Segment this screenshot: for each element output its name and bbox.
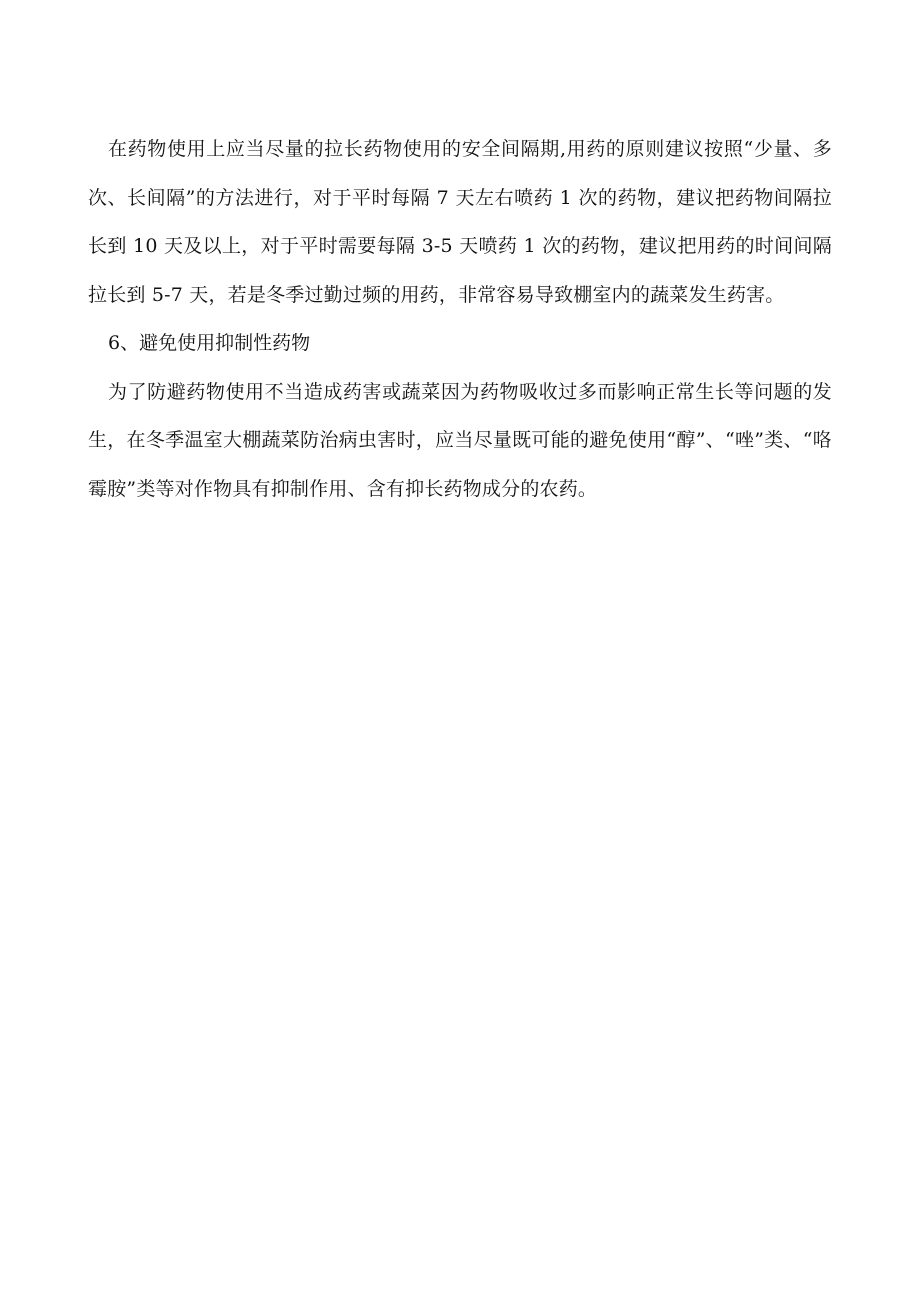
paragraph-avoid-inhibitors: 为了防避药物使用不当造成药害或蔬菜因为药物吸收过多而影响正常生长等问题的发生，在冬季温室大棚蔬菜防治病虫害时，应当尽量既可能的避免使用“醇”、“唑”类、“咯霉胺”类等对作物具有抑制作用、含有抑长药物成分的农药。 bbox=[88, 380, 832, 500]
section-heading: 6、避免使用抑制性药物 bbox=[108, 332, 311, 354]
document-body bbox=[88, 125, 832, 513]
paragraph-spray-interval: 在药物使用上应当尽量的拉长药物使用的安全间隔期,用药的原则建议按照“少量、多次、长间隔”的方法进行，对于平时每隔 7 天左右喷药 1 次的药物，建议把药物间隔拉长到 10 天及以上，对于平时需要每隔 3-5 天喷药 1 次的药物，建议把用药的时间间隔拉长到 5-7 天，若是冬季过勤过频的用药，非常容易导致棚室内的蔬菜发生药害。 bbox=[88, 138, 832, 306]
